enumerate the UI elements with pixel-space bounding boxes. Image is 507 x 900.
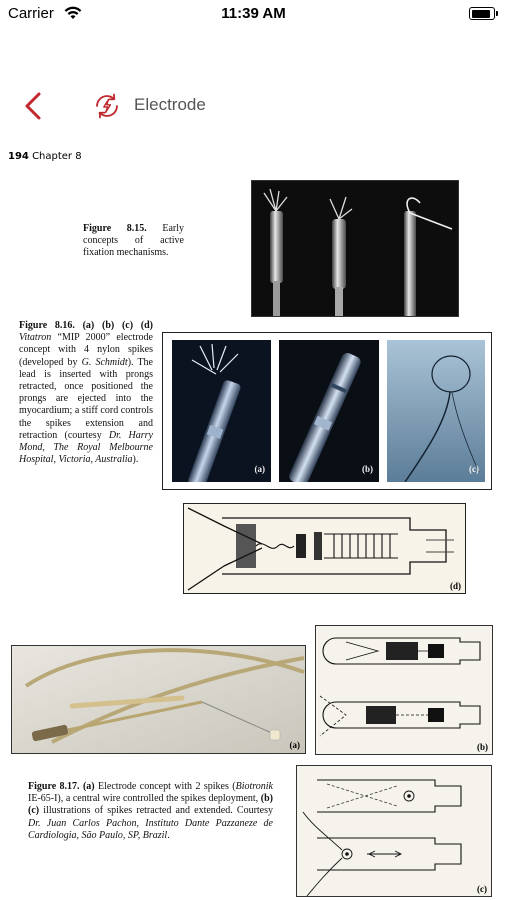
figure-8-17-text-4: illustrations of spikes retracted and extended. Courtesy <box>43 805 274 817</box>
figure-8-16-panel-d-label: (d) <box>450 581 461 591</box>
figure-8-17-panel-c-label: (c) <box>477 884 487 894</box>
figure-8-15-caption <box>83 223 184 260</box>
figure-8-15-image <box>251 180 459 317</box>
figure-8-16-text-5: Dr. Harry Mond, The Royal Melbourne Hospital, Victoria, Australia <box>19 429 153 466</box>
figure-8-17-panel-b-label: (b) <box>477 742 488 752</box>
figure-8-15-label: Figure 8.15. <box>83 223 147 234</box>
figure-8-16-text-1: Vitatron <box>19 332 52 344</box>
figure-8-17-text-6: . <box>167 829 170 841</box>
figure-8-16-caption <box>19 320 153 466</box>
electrode-refresh-icon <box>91 90 123 122</box>
figure-8-16-panel-d-image <box>183 503 466 594</box>
chapter-label: Chapter 8 <box>32 151 82 162</box>
page-number: 194 <box>8 151 29 162</box>
figure-8-15-text: Early concepts of active fixation mechanisms. <box>83 223 184 259</box>
figure-8-16-panel-c-label: (c) <box>469 464 479 474</box>
figure-8-16-label: Figure 8.16. (a) (b) (c) (d) <box>19 320 153 331</box>
figure-8-17-panel-c-image <box>296 765 492 897</box>
figure-8-17-panel-b-image <box>315 625 493 755</box>
battery-level <box>472 10 490 18</box>
figure-8-16-panel-b-label: (b) <box>362 464 373 474</box>
status-bar <box>0 0 507 28</box>
figure-8-16-text-2: “MIP 2000” electrode concept with 4 nylon spikes (developed by <box>19 332 153 368</box>
figure-8-16-panel-a-label: (a) <box>254 464 265 474</box>
figure-8-16-text-4: ). The lead is inserted with prongs retracted, once positioned the prongs are ejected into the myocardium; a stiff cord controls the spikes extension and retraction (courtesy <box>19 356 153 441</box>
figure-8-17-label-a: (a) <box>82 781 95 792</box>
figure-8-16-panel-a-image <box>172 340 271 482</box>
battery-icon <box>469 7 495 20</box>
chevron-left-icon <box>20 90 48 122</box>
figure-8-17-caption <box>28 781 273 842</box>
figure-8-17-label: Figure 8.17. <box>28 781 80 792</box>
carrier-label: Carrier <box>8 5 54 22</box>
figure-8-17-label-bc: (b) (c) <box>28 793 273 817</box>
figure-8-17-text-3: IE-65-I), a central wire controlled the spikes deployment, <box>28 793 259 805</box>
figure-8-17-text-1: Electrode concept with 2 spikes ( <box>98 781 236 792</box>
figure-8-16-panel-c-image <box>387 340 485 482</box>
back-button[interactable] <box>20 90 48 122</box>
figure-8-17-text-2: Biotronik <box>235 781 273 792</box>
figure-8-16-text-6: ). <box>132 454 139 466</box>
figure-8-16-panel-b-image <box>279 340 379 482</box>
clock: 11:39 AM <box>221 5 286 22</box>
figure-8-17-text-5: Dr. Juan Carlos Pachon, Instituto Dante Pazzaneze de Cardiologia, São Paulo, SP, Brazil <box>28 817 273 841</box>
nav-bar <box>0 84 507 128</box>
figure-8-17-panel-a-image <box>11 645 306 754</box>
figure-8-16-text-3: G. Schmidt <box>81 356 128 368</box>
figure-8-17-panel-a-label: (a) <box>289 740 300 750</box>
nav-title: Electrode <box>134 95 206 114</box>
page-header <box>8 151 82 162</box>
